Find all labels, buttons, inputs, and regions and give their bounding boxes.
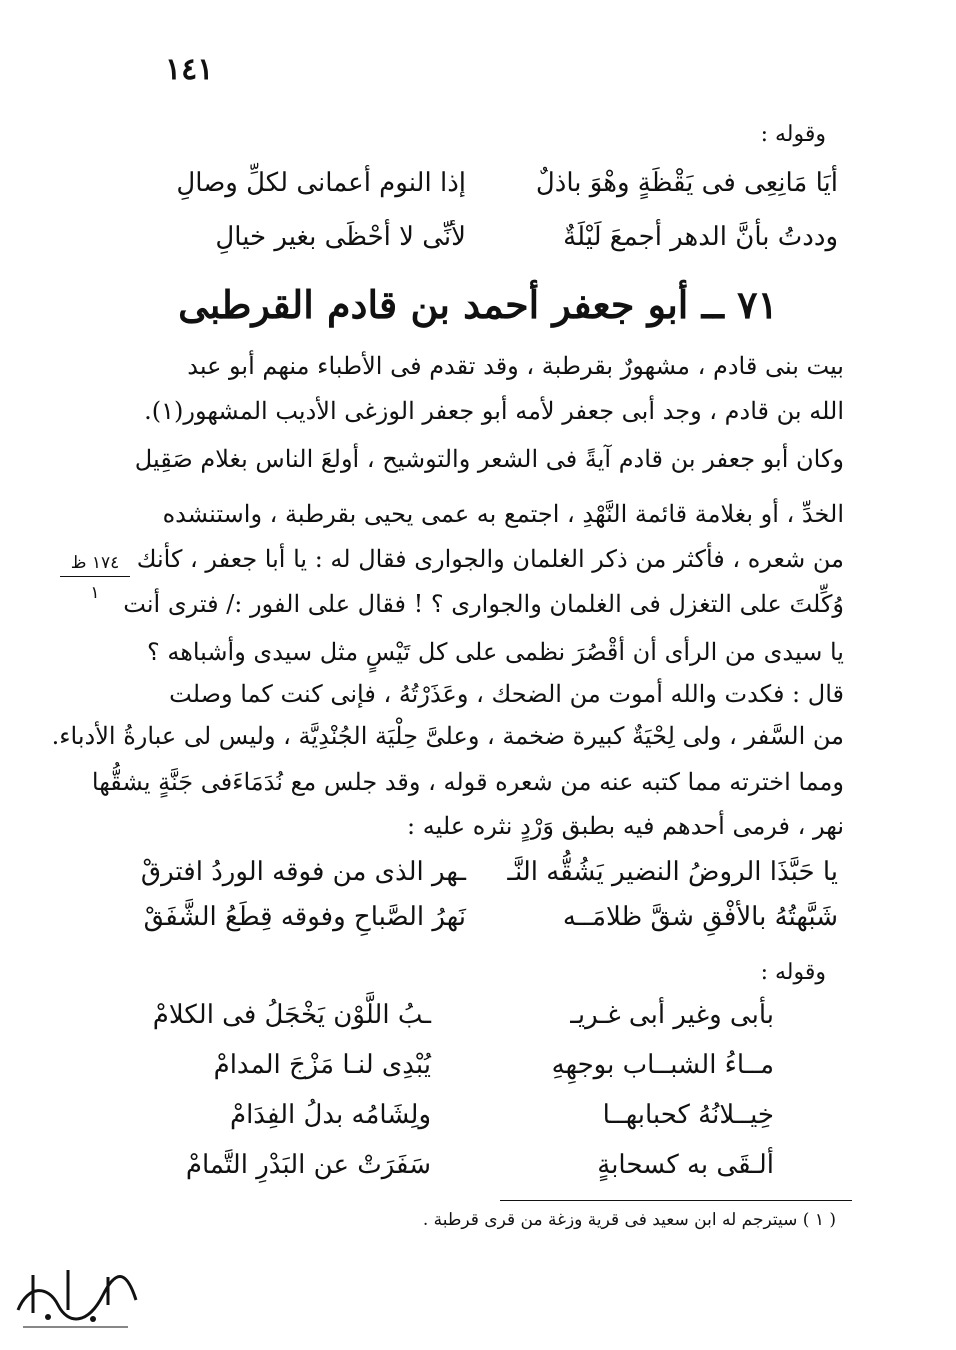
prose-line: بيت بنى قادم ، مشهورٌ بقرطبة ، وقد تقدم فى الأطباء منهم أبو عبد — [187, 352, 844, 380]
verse-hemistich: ألـقَى به كسحابةٍ — [597, 1150, 774, 1180]
prose-line: من شعره ، فأكثر من ذكر الغلمان والجوارى فقال له : يا أبا جعفر ، كأنك — [136, 545, 844, 573]
prose-line: قال : فكدت والله أموت من الضحك ، وعَذَرْتُهُ ، فإنى كنت كما وصلت — [169, 680, 844, 708]
verse-hemistich: بأبى وغير أبى غـريـ — [570, 1000, 774, 1030]
page-number: ١٤١ — [165, 52, 214, 87]
verse-hemistich: إذا النوم أعمانى لكلِّ وصالِ — [176, 168, 466, 198]
margin-folio-sub: ١ — [90, 583, 100, 603]
prose-line: نهر ، فرمى أحدهم فيه بطبق وَرْدٍ نثره عليه : — [407, 812, 844, 840]
verse-hemistich: وددتُ بأنَّ الدهر أجمعَ لَيْلَةٌ — [563, 222, 838, 252]
verse-hemistich: يا حَبَّذَا الروضُ النضير يَشُقُّه النَّـ — [507, 857, 838, 887]
prose-line: ومما اخترته مما كتبه عنه من شعره قوله ، وقد جلس مع نُدَمَاءَفى جَنَّةٍ يشقُّها — [91, 768, 844, 796]
calligraphy-stamp-icon — [8, 1255, 143, 1335]
verse-hemistich: مــاءُ الشبــاب بوجهِهِ — [551, 1050, 774, 1080]
verse-hemistich: شَبَّهتُهُ بالأفْقِ شقَّ ظلامَــه — [562, 902, 838, 932]
verse-hemistich: خِيــلانُهُ كحبابهــا — [602, 1100, 774, 1130]
section-heading: ٧١ ــ أبو جعفر أحمد بن قادم القرطبى — [178, 282, 778, 327]
verse-hemistich: لأنِّى لا أحْظَى بغير خيالِ — [215, 222, 466, 252]
margin-folio-number: ١٧٤ ظ — [60, 553, 130, 577]
prose-line: الله بن قادم ، وجد أبى جعفر لأمه أبو جعفر الوزغى الأديب المشهور(١). — [144, 397, 844, 425]
poem-intro-label: وقوله : — [760, 122, 826, 147]
prose-line: الخدِّ ، أو بغلامة قائمة النَّهْدِ ، اجتمع به عمى يحيى بقرطبة ، واستنشده — [162, 500, 844, 528]
prose-line: وكان أبو جعفر بن قادم آيةً فى الشعر والتوشيح ، أولعَ الناس بغلام صَقِيل — [134, 445, 844, 473]
verse-hemistich: ـهر الذى من فوقه الوردُ افترقْ — [140, 857, 466, 887]
verse-hemistich: أيَا مَانِعِى فى يَقْظَةٍ وهْوَ باذلٌ — [535, 168, 838, 198]
verse-hemistich: ـبُ اللَّوْن يَخْجَلُ فى الكلامْ — [152, 1000, 431, 1030]
verse-hemistich: نَهرُ الصَّباحِ وفوقه قِطَعُ الشَّفَقْ — [143, 902, 466, 932]
verse-hemistich: ولِشَامُه بدلُ الفِدَامْ — [229, 1100, 431, 1130]
footnote: ( ١ ) سيترجم له ابن سعيد فى قرية وزغة من قرى قرطبة . — [422, 1210, 836, 1230]
prose-line: يا سيدى من الرأى أن أقْصُرَ نظمى على كل تَيْسٍ مثل سيدى وأشباهه ؟ — [146, 638, 844, 666]
poem-intro-label: وقوله : — [760, 960, 826, 985]
prose-line: وُكِّلتَ على التغزل فى الغلمان والجوارى ؟ ! فقال على الفور :/ فترى أنت — [123, 590, 844, 618]
prose-line: من السَّفر ، ولى لِحْيَةٌ كبيرة ضخمة ، وعلىَّ حِلْيَة الجُنْدِيَّة ، وليس لى عبارةُ الأدباء. — [51, 722, 844, 750]
margin-folio-note — [60, 553, 130, 603]
footnote-divider — [500, 1200, 852, 1201]
verse-hemistich: يُبْدِى لنـا مَزْجَ المدامْ — [213, 1050, 431, 1080]
verse-hemistich: سَفَرَتْ عن البَدْرِ التَّمامْ — [185, 1150, 431, 1180]
